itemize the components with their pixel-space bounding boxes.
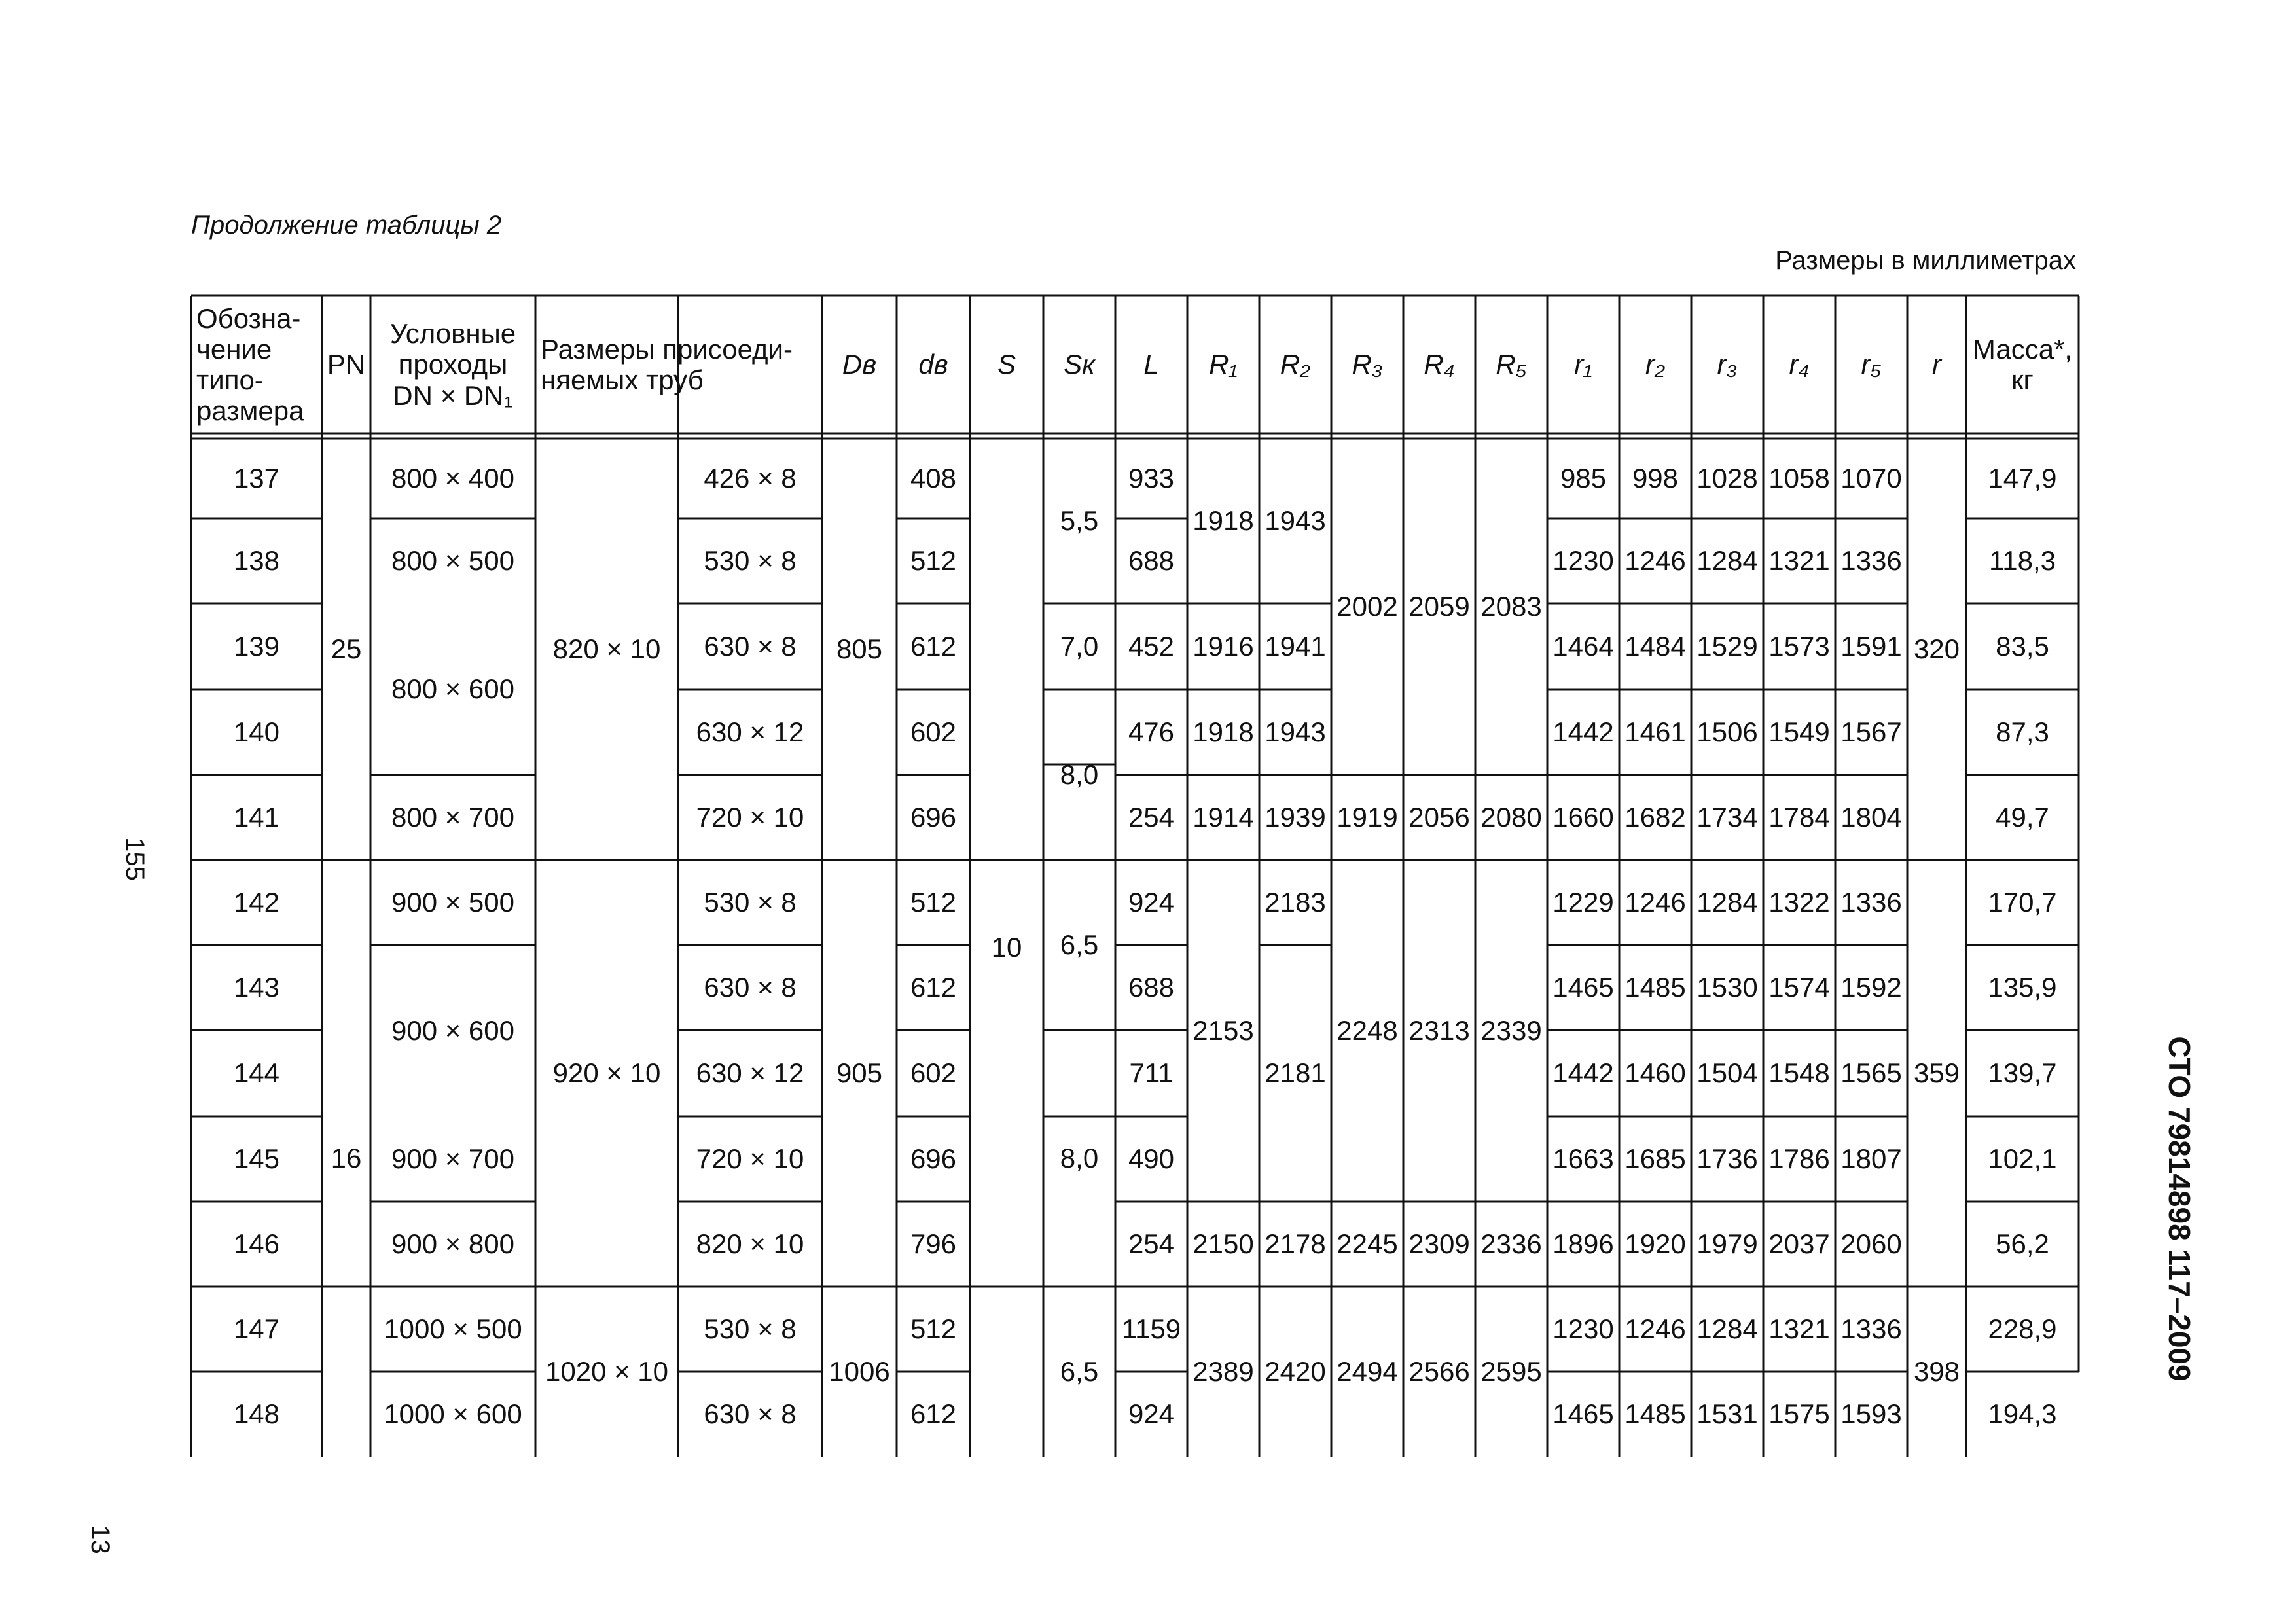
sk-value: 5,5 [1060, 505, 1099, 537]
row-branch-pipe: 630 × 12 [696, 717, 804, 748]
row-designation: 145 [233, 1143, 280, 1175]
row-L: 1159 [1121, 1313, 1181, 1345]
row-branch-pipe: 530 × 8 [704, 545, 797, 577]
row-r2: 1485 [1624, 1399, 1686, 1430]
row-designation: 138 [233, 545, 280, 577]
row-branch-pipe: 426 × 8 [704, 463, 797, 494]
header-Dv: Dв [842, 349, 877, 380]
R1-value: 1918 [1193, 717, 1254, 748]
R5-value: 2336 [1480, 1228, 1542, 1260]
row-r3: 1736 [1696, 1143, 1758, 1175]
R2-value: 2178 [1265, 1228, 1326, 1260]
row-r1: 985 [1560, 463, 1607, 494]
row-designation: 140 [233, 717, 280, 748]
R2-value: 2183 [1265, 887, 1326, 918]
row-dv: 612 [910, 631, 957, 662]
row-dv: 408 [910, 463, 957, 494]
header-R4: R₄ [1424, 349, 1455, 380]
document-code: СТО 79814898 117–2009 [2162, 1036, 2197, 1382]
row-r4: 1321 [1768, 545, 1830, 577]
sk-value: 8,0 [1060, 1143, 1099, 1174]
row-r1: 1442 [1552, 717, 1614, 748]
R1-value: 2150 [1193, 1228, 1254, 1260]
header-r5: r₅ [1861, 349, 1882, 380]
group-r: 359 [1913, 1058, 1960, 1089]
row-designation: 148 [233, 1399, 280, 1430]
row-mass: 56,2 [1996, 1228, 2049, 1260]
row-dn: 900 × 700 [391, 1143, 514, 1175]
row-r3: 1504 [1696, 1058, 1758, 1089]
row-L: 452 [1128, 631, 1175, 662]
header-r3: r₃ [1717, 349, 1738, 380]
row-r1: 1663 [1552, 1143, 1614, 1175]
row-r4: 1548 [1768, 1058, 1830, 1089]
group-main-pipe: 920 × 10 [552, 1058, 661, 1089]
R2-value: 1943 [1265, 505, 1326, 537]
header-pn: PN [327, 349, 366, 380]
row-r5: 1591 [1840, 631, 1902, 662]
row-r2: 1246 [1624, 545, 1686, 577]
row-r4: 1573 [1768, 631, 1830, 662]
row-r5: 1336 [1840, 1313, 1902, 1345]
row-dv: 512 [910, 545, 957, 577]
row-r5: 1592 [1840, 972, 1902, 1003]
row-branch-pipe: 630 × 8 [704, 972, 797, 1003]
row-r5: 1565 [1840, 1058, 1902, 1089]
header-mass: Масса*, кг [1972, 333, 2073, 395]
R3-value: 2248 [1336, 1015, 1398, 1046]
R1-value: 1914 [1193, 802, 1254, 833]
header-dv: dв [918, 349, 948, 380]
row-dn: 800 × 600 [391, 673, 514, 705]
row-r2: 998 [1632, 463, 1679, 494]
row-L: 490 [1128, 1143, 1175, 1175]
R5-value: 2080 [1480, 802, 1542, 833]
row-r3: 1028 [1696, 463, 1758, 494]
R1-value: 1918 [1193, 505, 1254, 537]
group-Dv: 1006 [829, 1356, 890, 1387]
R2-value: 1939 [1265, 802, 1326, 833]
row-r4: 1575 [1768, 1399, 1830, 1430]
row-r3: 1734 [1696, 802, 1758, 833]
row-dv: 612 [910, 972, 957, 1003]
row-dn: 900 × 600 [391, 1015, 514, 1046]
sk-value: 8,0 [1060, 759, 1099, 791]
row-L: 476 [1128, 717, 1175, 748]
row-designation: 139 [233, 631, 280, 662]
row-L: 254 [1128, 802, 1175, 833]
row-r3: 1529 [1696, 631, 1758, 662]
row-L: 924 [1128, 1399, 1175, 1430]
row-r1: 1442 [1552, 1058, 1614, 1089]
row-r5: 1336 [1840, 887, 1902, 918]
row-dv: 696 [910, 1143, 957, 1175]
row-branch-pipe: 720 × 10 [696, 802, 804, 833]
header-r: r [1932, 349, 1941, 380]
row-r4: 1786 [1768, 1143, 1830, 1175]
row-r2: 1920 [1624, 1228, 1686, 1260]
row-r1: 1465 [1552, 972, 1614, 1003]
group-main-pipe: 820 × 10 [552, 633, 661, 665]
R1-value: 1916 [1193, 631, 1254, 662]
row-mass: 83,5 [1996, 631, 2049, 662]
row-L: 688 [1128, 545, 1175, 577]
row-r5: 1567 [1840, 717, 1902, 748]
row-r4: 2037 [1768, 1228, 1830, 1260]
R2-value: 1941 [1265, 631, 1326, 662]
row-branch-pipe: 530 × 8 [704, 887, 797, 918]
row-r4: 1549 [1768, 717, 1830, 748]
R4-value: 2313 [1408, 1015, 1470, 1046]
R2-value: 2181 [1265, 1058, 1326, 1089]
header-r2: r₂ [1645, 349, 1665, 380]
row-dv: 602 [910, 1058, 957, 1089]
header-r4: r₄ [1789, 349, 1810, 380]
row-r1: 1229 [1552, 887, 1614, 918]
row-r2: 1682 [1624, 802, 1686, 833]
header-Sk: Sк [1064, 349, 1095, 380]
row-r4: 1322 [1768, 887, 1830, 918]
row-designation: 141 [233, 802, 280, 833]
row-designation: 143 [233, 972, 280, 1003]
row-r2: 1460 [1624, 1058, 1686, 1089]
row-r5: 1807 [1840, 1143, 1902, 1175]
R1-value: 2389 [1193, 1356, 1254, 1387]
row-r1: 1465 [1552, 1399, 1614, 1430]
row-mass: 170,7 [1988, 887, 2057, 918]
row-L: 254 [1128, 1228, 1175, 1260]
row-branch-pipe: 630 × 12 [696, 1058, 804, 1089]
row-mass: 194,3 [1988, 1399, 2057, 1430]
row-r3: 1284 [1696, 1313, 1758, 1345]
header-nominal-passes: Условные проходы DN × DN₁ [389, 318, 516, 411]
header-L: L [1143, 349, 1159, 380]
row-branch-pipe: 720 × 10 [696, 1143, 804, 1175]
row-mass: 139,7 [1988, 1058, 2057, 1089]
row-designation: 142 [233, 887, 280, 918]
row-r2: 1485 [1624, 972, 1686, 1003]
R4-value: 2566 [1408, 1356, 1470, 1387]
group-pn: 25 [331, 633, 362, 665]
row-r1: 1660 [1552, 802, 1614, 833]
row-r4: 1574 [1768, 972, 1830, 1003]
group-r: 398 [1913, 1356, 1960, 1387]
R5-value: 2339 [1480, 1015, 1542, 1046]
sk-value: 6,5 [1060, 929, 1099, 961]
row-r5: 2060 [1840, 1228, 1902, 1260]
row-branch-pipe: 630 × 8 [704, 631, 797, 662]
header-S: S [997, 349, 1016, 380]
row-dn: 800 × 400 [391, 463, 514, 494]
group-r: 320 [1913, 633, 1960, 665]
page-number-left: 155 [120, 837, 149, 881]
sk-value: 7,0 [1060, 631, 1099, 662]
row-L: 924 [1128, 887, 1175, 918]
header-connected-pipes: Размеры присоеди- няемых труб [541, 333, 793, 395]
row-dv: 512 [910, 887, 957, 918]
row-dv: 696 [910, 802, 957, 833]
row-r4: 1058 [1768, 463, 1830, 494]
row-branch-pipe: 820 × 10 [696, 1228, 804, 1260]
row-r1: 1230 [1552, 1313, 1614, 1345]
row-r2: 1685 [1624, 1143, 1686, 1175]
header-R1: R₁ [1209, 349, 1238, 380]
R3-value: 1919 [1336, 802, 1398, 833]
header-R3: R₃ [1352, 349, 1383, 380]
row-mass: 87,3 [1996, 717, 2049, 748]
R2-value: 2420 [1265, 1356, 1326, 1387]
row-r5: 1593 [1840, 1399, 1902, 1430]
row-r4: 1321 [1768, 1313, 1830, 1345]
R5-value: 2595 [1480, 1356, 1542, 1387]
row-mass: 135,9 [1988, 972, 2057, 1003]
row-mass: 147,9 [1988, 463, 2057, 494]
R4-value: 2056 [1408, 802, 1470, 833]
row-r1: 1464 [1552, 631, 1614, 662]
R4-value: 2059 [1408, 591, 1470, 622]
row-r2: 1484 [1624, 631, 1686, 662]
R2-value: 1943 [1265, 717, 1326, 748]
row-designation: 147 [233, 1313, 280, 1345]
row-r3: 1530 [1696, 972, 1758, 1003]
row-L: 711 [1129, 1058, 1174, 1089]
group-Dv: 805 [836, 633, 883, 665]
row-r4: 1784 [1768, 802, 1830, 833]
R3-value: 2245 [1336, 1228, 1398, 1260]
row-mass: 228,9 [1988, 1313, 2057, 1345]
row-designation: 144 [233, 1058, 280, 1089]
R5-value: 2083 [1480, 591, 1542, 622]
row-L: 933 [1128, 463, 1175, 494]
row-dn: 900 × 800 [391, 1228, 514, 1260]
header-R5: R₅ [1496, 349, 1527, 380]
R3-value: 2494 [1336, 1356, 1398, 1387]
row-r3: 1506 [1696, 717, 1758, 748]
row-r1: 1230 [1552, 545, 1614, 577]
row-dv: 602 [910, 717, 957, 748]
row-dn: 800 × 700 [391, 802, 514, 833]
row-mass: 118,3 [1989, 545, 2056, 577]
row-dn: 1000 × 600 [384, 1399, 522, 1430]
row-dv: 512 [910, 1313, 957, 1345]
row-branch-pipe: 530 × 8 [704, 1313, 797, 1345]
row-r3: 1284 [1696, 887, 1758, 918]
group-main-pipe: 1020 × 10 [545, 1356, 668, 1387]
group-pn: 16 [331, 1143, 362, 1174]
row-r5: 1336 [1840, 545, 1902, 577]
row-r5: 1070 [1840, 463, 1902, 494]
row-r2: 1246 [1624, 1313, 1686, 1345]
row-dv: 796 [910, 1228, 957, 1260]
row-mass: 49,7 [1996, 802, 2049, 833]
R3-value: 2002 [1336, 591, 1398, 622]
header-designation: Обозна- чение типо- размера [196, 302, 304, 427]
group-Dv: 905 [836, 1058, 883, 1089]
sk-value: 6,5 [1060, 1356, 1099, 1387]
row-dn: 800 × 500 [391, 545, 514, 577]
page-number-bottom: 13 [85, 1525, 115, 1554]
row-dn: 1000 × 500 [384, 1313, 522, 1345]
table-caption: Продолжение таблицы 2 [191, 211, 502, 240]
row-branch-pipe: 630 × 8 [704, 1399, 797, 1430]
R4-value: 2309 [1408, 1228, 1470, 1260]
row-r2: 1246 [1624, 887, 1686, 918]
header-r1: r₁ [1574, 349, 1592, 380]
row-L: 688 [1128, 972, 1175, 1003]
row-dn: 900 × 500 [391, 887, 514, 918]
row-r1: 1896 [1552, 1228, 1614, 1260]
row-r3: 1531 [1696, 1399, 1758, 1430]
row-designation: 137 [233, 463, 280, 494]
row-r3: 1284 [1696, 545, 1758, 577]
row-mass: 102,1 [1988, 1143, 2057, 1175]
row-r2: 1461 [1624, 717, 1686, 748]
row-designation: 146 [233, 1228, 280, 1260]
row-r5: 1804 [1840, 802, 1902, 833]
units-note: Размеры в миллиметрах [1775, 246, 2076, 275]
row-r3: 1979 [1696, 1228, 1758, 1260]
R1-value: 2153 [1193, 1015, 1254, 1046]
row-dv: 612 [910, 1399, 957, 1430]
header-R2: R₂ [1280, 349, 1311, 380]
group-S: 10 [991, 932, 1022, 963]
